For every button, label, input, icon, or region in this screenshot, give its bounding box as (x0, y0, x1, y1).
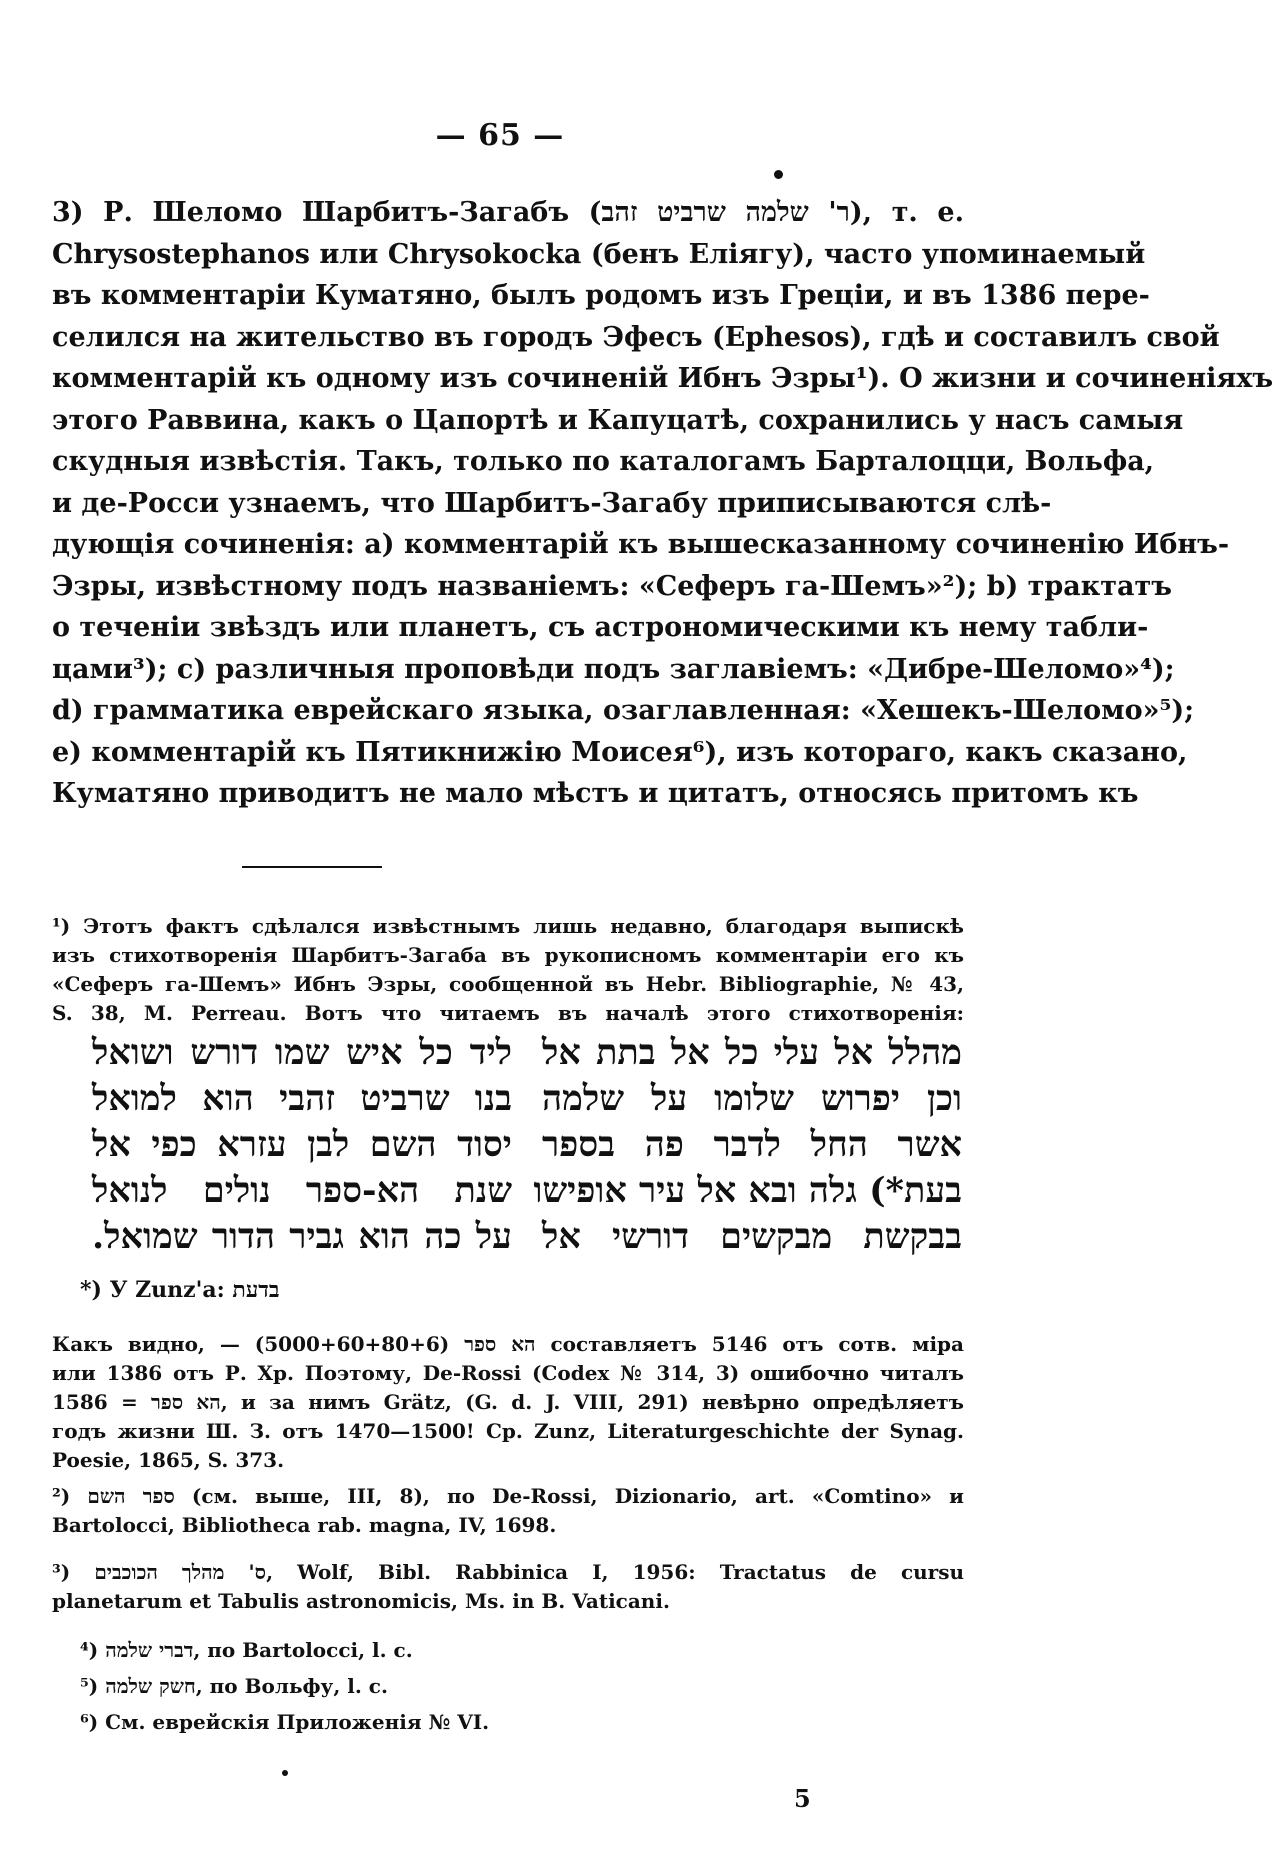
main-line: 3) Р. Шеломо Шарбитъ-Загабъ (ר' שלמה שרביט זהב), т. е. (52, 197, 965, 228)
footnote-line: S. 38, M. Perreau. Вотъ что читаемъ въ началѣ этого стихотворенія: (52, 1001, 964, 1025)
main-line: Эзры, извѣстному подъ названіемъ: «Сеферъ га-Шемъ»²); b) трактатъ (52, 570, 1172, 602)
poem-line: ליד כל איש שמו דורש ושואל (92, 1032, 512, 1073)
footnote-line: годъ жизни Ш. З. отъ 1470—1500! Cp. Zunz, Literaturgeschichte der Synag. (52, 1419, 964, 1443)
ink-dot (282, 1770, 288, 1776)
poem-line: שנת הא-ספר נולים לנואל (92, 1170, 512, 1211)
footnote-line: הא ספר = 1586, и за нимъ Grätz, (G. d. J. VIII, 291) невѣрно опредѣляетъ (52, 1390, 964, 1414)
footnote-4 (80, 1636, 992, 1665)
main-line: этого Раввина, какъ о Цапортѣ и Капуцатѣ, сохранились у насъ самыя (52, 404, 1184, 436)
footnote-line: ²) ספר השם (см. выше, III, 8), по De-Rossi, Dizionario, art. «Comtino» и (52, 1484, 965, 1508)
footnote-6 (80, 1708, 992, 1737)
page-number: — 65 — (435, 118, 565, 153)
footnote-line: или 1386 отъ Р. Хр. Поэтому, De-Rossi (Codex № 314, 3) ошибочно читалъ (52, 1361, 964, 1385)
footnote-line: ¹) Этотъ фактъ сдѣлался извѣстнымъ лишь недавно, благодаря выпискѣ (52, 914, 964, 938)
main-line: е) комментарій къ Пятикнижію Моисея⁶), изъ котораго, какъ сказано, (52, 736, 1188, 768)
poem-line: וכן יפרוש שלומו על שלמה (542, 1078, 962, 1119)
poem-line: בבקשת מבקשים דורשי אל (542, 1216, 962, 1257)
main-line: комментарій къ одному изъ сочиненій Ибнъ Эзры¹). О жизни и сочиненіяхъ (52, 363, 1273, 394)
footnote-line: ⁵) חשק שלמה, по Вольфу, l. c. (80, 1674, 388, 1698)
zunz-note (80, 1276, 992, 1305)
poem-column-left (92, 1030, 512, 1260)
poem-line: יסוד השם לבן עזרא כפי אל (92, 1124, 512, 1165)
footnote-line: ³) ס' מהלך הכוכבים, Wolf, Bibl. Rabbinica I, 1956: Tractatus de cursu (52, 1560, 964, 1584)
footnote-separator (242, 866, 382, 868)
footnote-line: «Сеферъ га-Шемъ» Ибнъ Эзры, сообщенной въ Hebr. Bibliographie, № 43, (52, 972, 964, 996)
footnote-1 (52, 912, 964, 1028)
footnote-5 (80, 1672, 992, 1701)
main-text (52, 192, 1273, 815)
poem-line: בעת*) גלה ובא אל עיר אופישו (533, 1170, 962, 1211)
main-line: дующія сочиненія: а) комментарій къ вышесказанному сочиненію Ибнъ- (52, 529, 1230, 560)
footnote-1-continued (52, 1330, 964, 1475)
footnote-line: Bartolocci, Bibliotheca rab. magna, IV, 1698. (52, 1513, 557, 1537)
footnote-line: planetarum et Tabulis astronomicis, Ms. in B. Vaticani. (52, 1589, 670, 1613)
main-line: Chrysostephanos или Chrysokocka (бенъ Еліягу), часто упоминаемый (52, 238, 1146, 270)
footnote-3 (52, 1558, 964, 1616)
main-line: въ комментаріи Куматяно, былъ родомъ изъ Греціи, и въ 1386 пере- (52, 280, 1150, 311)
main-line: цами³); с) различныя проповѣди подъ заглавіемъ: «Дибре-Шеломо»⁴); (52, 653, 1175, 685)
main-line: d) грамматика еврейскаго языка, озаглавленная: «Хешекъ-Шеломо»⁵); (52, 695, 1195, 726)
poem-line: על כה הוא גביר הדור שמואל. (92, 1216, 512, 1257)
footnote-line: Poesie, 1865, S. 373. (52, 1448, 285, 1472)
main-line: скудныя извѣстія. Такъ, только по каталогамъ Барталоцци, Вольфа, (52, 446, 1155, 477)
poem-line: מהלל אל עלי כל אל בתת אל (542, 1032, 962, 1073)
main-line: и де-Росси узнаемъ, что Шарбитъ-Загабу приписываются слѣ- (52, 487, 1052, 519)
zunz-note-text: *) У Zunz'а: בדעת (80, 1277, 280, 1303)
footnote-line: ⁴) דברי שלמה, по Bartolocci, l. c. (80, 1638, 413, 1662)
main-line: селился на жительство въ городъ Эфесъ (Ephesos), гдѣ и составилъ свой (52, 321, 1220, 353)
footnote-line: изъ стихотворенія Шарбитъ-Загаба въ рукописномъ комментаріи его къ (52, 943, 964, 967)
signature-mark: 5 (794, 1784, 811, 1813)
poem-line: בנו שרביט זהבי הוא למואל (92, 1078, 512, 1119)
footnote-2 (52, 1482, 964, 1540)
main-line: о теченіи звѣздъ или планетъ, съ астрономическими къ нему табли- (52, 612, 1149, 643)
ink-dot (774, 170, 783, 179)
poem-line: אשר החל לדבר פה בספר (542, 1124, 962, 1165)
footnote-line: Какъ видно, — הא ספר (5000+60+80+6) составляетъ 5146 отъ сотв. міра (52, 1332, 964, 1356)
poem-column-right (533, 1030, 962, 1260)
main-line: Куматяно приводитъ не мало мѣстъ и цитатъ, относясь притомъ къ (52, 778, 1139, 809)
footnote-line: ⁶) См. еврейскія Приложенія № VI. (80, 1710, 490, 1734)
